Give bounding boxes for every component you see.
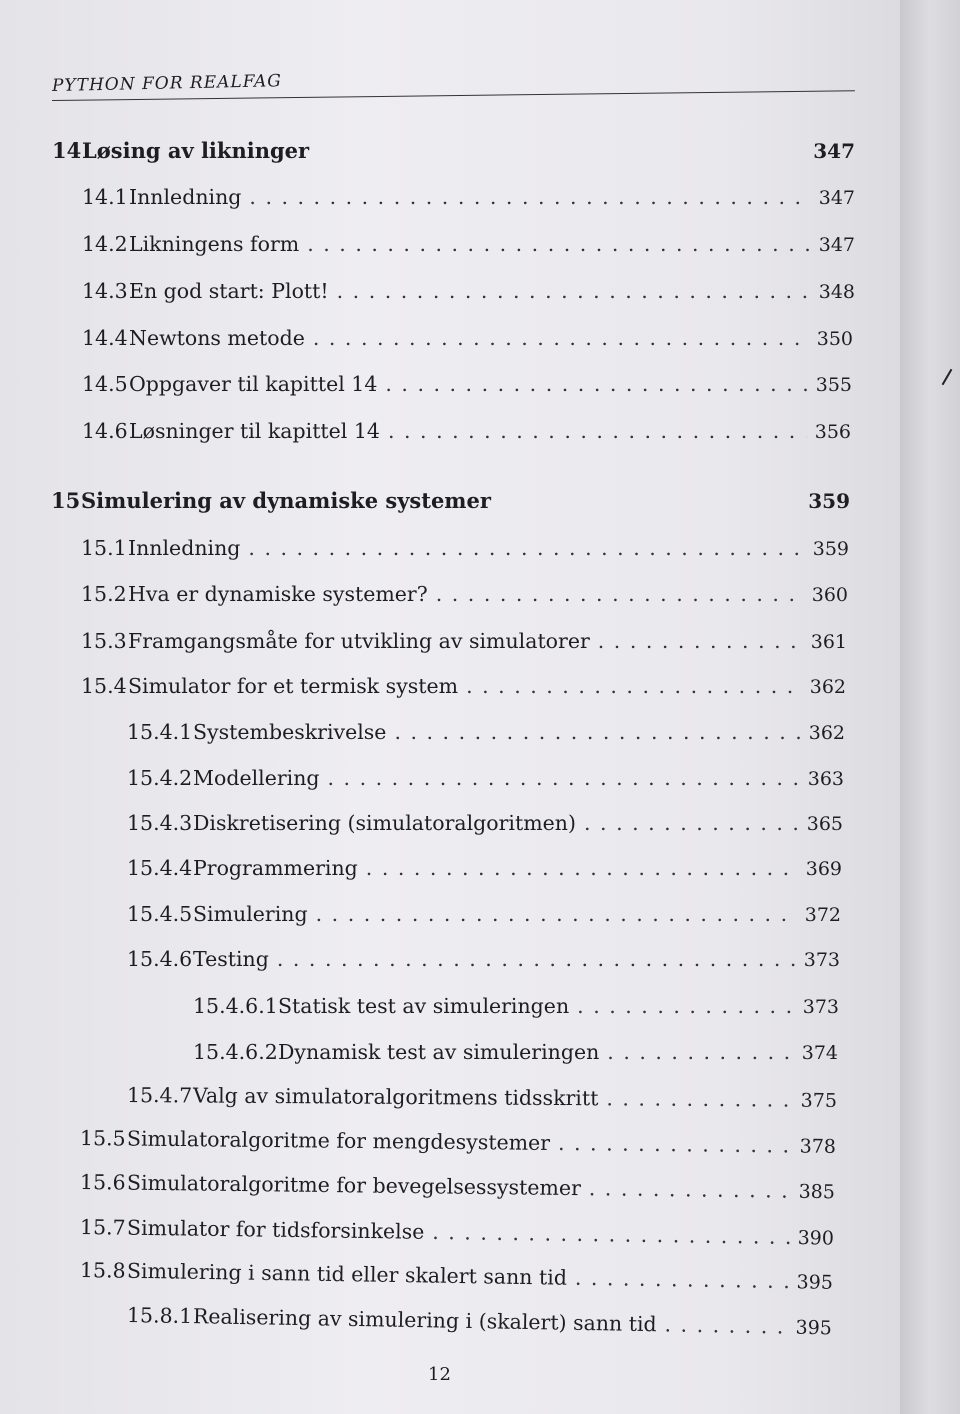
toc-entry [127,720,845,744]
section-number: 15.4.1 [127,720,193,744]
section-title: Løsninger til kapittel 14 [129,419,380,443]
section-title: Modellering [193,766,320,790]
section-title: Simulator for tidsforsinkelse [126,1215,425,1244]
section-page: 360 [811,584,848,606]
section-page: 373 [802,996,839,1018]
section-number: 15.6 [79,1170,126,1195]
section-page: 369 [805,858,842,880]
section-page: 362 [808,722,845,744]
section-number: 15.4.4 [127,856,193,880]
section-number: 14.6 [82,419,128,443]
section-number: 15.3 [81,629,127,653]
section-page: 355 [815,374,852,396]
running-head: PYTHON FOR REALFAG [51,71,283,96]
section-title: Simulering [193,902,308,926]
toc-entry [127,811,843,835]
section-page: 348 [818,281,855,303]
section-title: Programmering [193,856,358,880]
toc-entry [80,1170,835,1203]
toc-entry [127,766,844,790]
toc-entry [127,856,842,880]
section-number: 14.3 [82,279,128,303]
chapter-page: 347 [813,139,855,163]
section-title: Statisk test av simuleringen [278,994,570,1018]
section-page: 356 [814,421,851,443]
section-page: 378 [799,1135,837,1158]
section-title: Oppgaver til kapittel 14 [129,372,378,396]
section-number: 15.4.7 [126,1083,193,1108]
pen-mark [942,369,953,386]
toc-entry [127,1303,832,1339]
section-number: 15.1 [81,536,127,560]
section-number: 14.2 [82,232,128,256]
section-number: 15.8 [79,1258,126,1283]
section-page: 375 [800,1089,838,1112]
section-number: 15.5 [79,1126,126,1151]
section-title: Valg av simulatoralgoritmens tidsskritt [192,1083,599,1111]
section-title: Simulering i sann tid eller skalert sann tid [126,1258,568,1290]
section-page: 361 [810,631,847,653]
toc-entry [127,947,840,971]
section-page: 374 [801,1042,838,1064]
section-page: 350 [816,328,853,350]
toc-entry [81,674,846,698]
toc-entry [82,185,855,209]
section-page: 373 [803,949,840,971]
toc-entry [127,1083,837,1112]
toc-entry [81,536,849,560]
section-page: 390 [797,1227,835,1250]
section-number: 14.1 [82,185,128,209]
toc-entry [193,1040,838,1064]
section-title: Diskretisering (simulatoralgoritmen) [193,811,576,835]
chapter-title: Løsing av likninger [82,138,310,163]
section-title: Dynamisk test av simuleringen [278,1040,600,1064]
section-title: Likningens form [129,232,300,256]
chapter-number: 15 [51,488,81,513]
section-page: 363 [807,768,844,790]
section-page: 365 [806,813,843,835]
chapter-title: Simulering av dynamiske systemer [81,488,491,513]
section-number: 15.8.1 [126,1303,193,1329]
toc-entry [82,326,853,350]
section-page: 395 [796,1271,834,1294]
section-title: Innledning [128,536,241,560]
section-number: 15.7 [79,1215,126,1240]
section-number: 15.4.3 [127,811,193,835]
toc-entry [82,372,852,396]
section-number: 14.5 [82,372,128,396]
section-page: 362 [809,676,846,698]
section-number: 15.4.6.2 [193,1040,278,1064]
section-number: 15.4 [81,674,127,698]
toc-entry [81,629,847,653]
section-title: Systembeskrivelse [193,720,387,744]
section-number: 15.4.6.1 [193,994,278,1018]
toc-entry [80,1126,836,1158]
toc-chapter-15 [51,488,850,513]
section-page: 347 [818,234,855,256]
toc-chapter-14 [52,138,855,163]
section-title: Innledning [129,185,242,209]
section-title: Realisering av simulering i (skalert) sann tid [192,1304,657,1337]
section-page: 395 [795,1316,833,1340]
page-number: 12 [428,1364,451,1385]
section-page: 347 [818,187,855,209]
section-title: Framgangsmåte for utvikling av simulatorer [128,629,590,653]
chapter-page: 359 [808,489,850,513]
section-number: 15.2 [81,582,127,606]
section-number: 15.4.6 [127,947,193,971]
section-title: Simulatoralgoritme for mengdesystemer [126,1126,551,1155]
toc-entry [193,994,839,1018]
section-page: 385 [798,1180,836,1204]
chapter-number: 14 [52,138,82,163]
section-number: 14.4 [82,326,128,350]
section-title: Hva er dynamiske systemer? [128,582,428,606]
toc-entry [81,582,848,606]
toc-entry [80,1215,834,1250]
adjacent-page-edge [900,0,960,1414]
section-page: 372 [804,904,841,926]
section-title: Testing [193,947,269,971]
section-title: Simulator for et termisk system [128,674,459,698]
section-number: 15.4.2 [127,766,193,790]
toc-entry [127,902,841,926]
toc-entry [82,279,855,303]
section-number: 15.4.5 [127,902,193,926]
section-page: 359 [812,538,849,560]
toc-entry [80,1258,833,1294]
toc-entry [82,232,855,256]
section-title: En god start: Plott! [129,279,329,303]
section-title: Newtons metode [129,326,305,350]
section-title: Simulatoralgoritme for bevegelsessystemer [126,1170,581,1201]
toc-entry [82,419,851,443]
